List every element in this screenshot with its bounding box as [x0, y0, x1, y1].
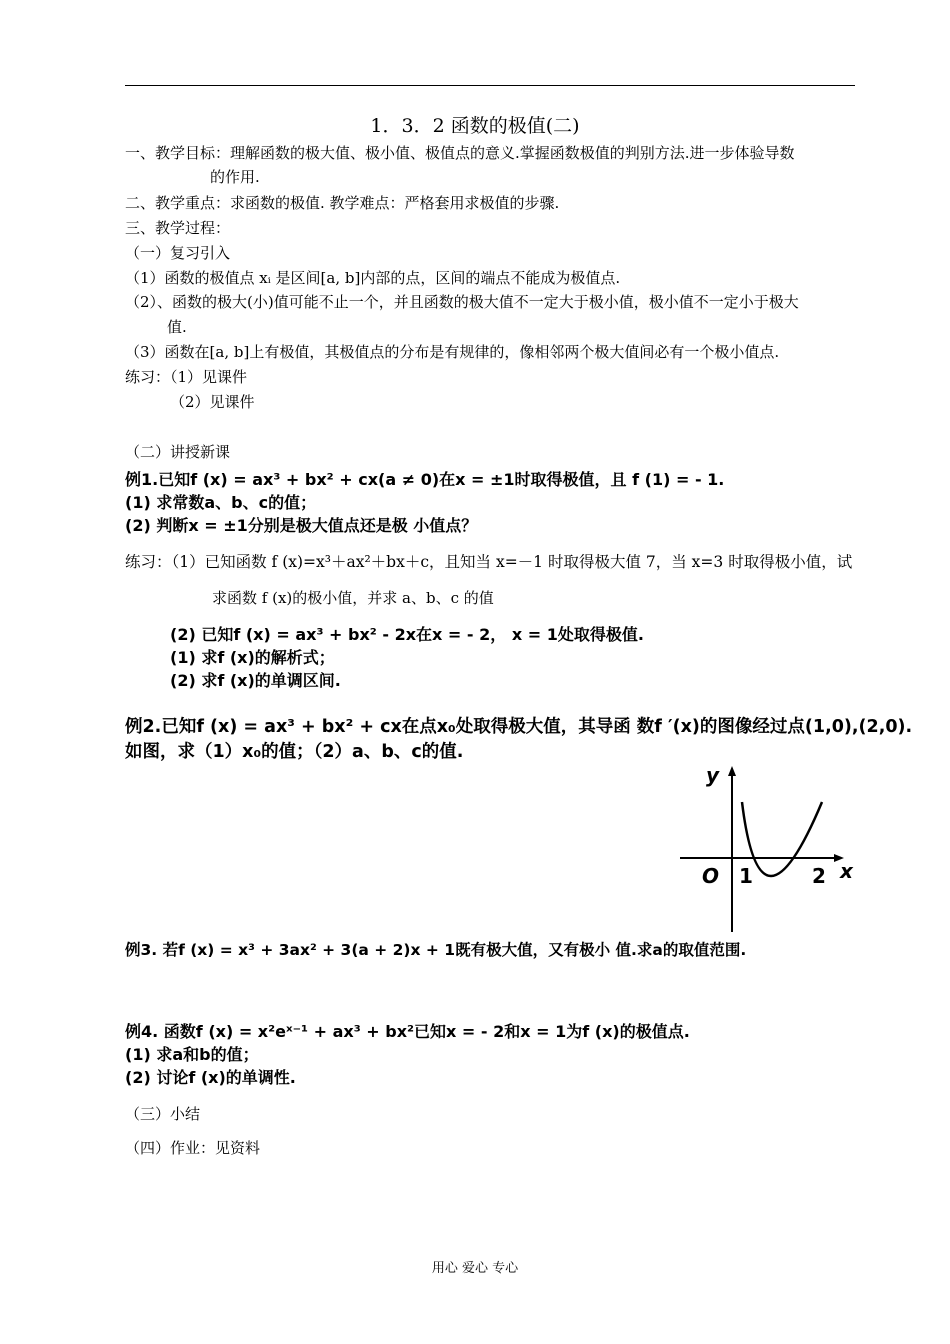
review-point-2-cont: 值. [167, 318, 187, 336]
review-point-3: （3）函数在[a, b]上有极值，其极值点的分布是有规律的，像相邻两个极大值间必有一个极小值点. [125, 343, 780, 361]
y-axis-label: y [706, 763, 720, 787]
tick-label-1: 1 [739, 864, 753, 888]
page-footer: 用心 爱心 专心 [431, 1261, 519, 1276]
tick-label-2: 2 [812, 864, 826, 888]
review-point-1: （1）函数的极值点 xᵢ 是区间[a, b]内部的点，区间的端点不能成为极值点. [125, 269, 621, 287]
practice-line-2: （2）见课件 [170, 393, 255, 411]
example-2-statement: 例2.已知f (x) = ax³ + bx² + cx在点x₀处取得极大值，其导函 数f ′(x)的图像经过点(1,0),(2,0). [125, 717, 913, 737]
section-review-heading: （一）复习引入 [125, 244, 231, 262]
review-point-2: （2）、函数的极大(小)值可能不止一个，并且函数的极大值不一定大于极小值，极小值不一定小于极大 [125, 293, 799, 311]
practice-2-statement: (2) 已知f (x) = ax³ + bx² - 2x在x = - 2， x = 1处取得极值. [170, 625, 644, 644]
header-rule [125, 85, 855, 86]
practice-2-question-1: (1) 求f (x)的解析式； [170, 648, 335, 667]
practice-1-question: 求函数 f (x)的极小值，并求 a、b、c 的值 [212, 589, 494, 607]
key-points-line: 二、教学重点：求函数的极值. 教学难点：严格套用求极值的步骤. [125, 194, 560, 212]
derivative-parabola [742, 802, 822, 876]
example-1-statement: 例1.已知f (x) = ax³ + bx² + cx(a ≠ 0)在x = ±1时取得极值，且 f (1) = - 1. [125, 470, 725, 489]
example-4-statement: 例4. 函数f (x) = x²eˣ⁻¹ + ax³ + bx²已知x = - 2和x = 1为f (x)的极值点. [125, 1022, 690, 1041]
example-4-question-1: (1) 求a和b的值； [125, 1045, 259, 1064]
objective-line: 一、教学目标：理解函数的极大值、极小值、极值点的意义.掌握函数极值的判别方法.进一步体验导数 [125, 144, 795, 162]
example-3-statement: 例3. 若f (x) = x³ + 3ax² + 3(a + 2)x + 1既有极大值，又有极小 值.求a的取值范围. [125, 941, 747, 959]
practice-2-question-2: (2) 求f (x)的单调区间. [170, 671, 341, 690]
page-title: 1．3．2 函数的极值(二) [370, 115, 580, 137]
x-axis-label: x [840, 859, 853, 883]
example-1-question-1: (1) 求常数a、b、c的值； [125, 493, 317, 512]
example-4-question-2: (2) 讨论f (x)的单调性. [125, 1068, 296, 1087]
objective-line-cont: 的作用. [210, 168, 260, 186]
practice-line-1: 练习：（1）见课件 [125, 368, 248, 386]
process-heading: 三、教学过程： [125, 219, 231, 237]
example-1-question-2: (2) 判断x = ±1分别是极大值点还是极 小值点？ [125, 516, 478, 535]
example-2-question: 如图，求（1）x₀的值；（2）a、b、c的值. [125, 742, 464, 762]
derivative-graph [670, 760, 860, 935]
practice-1-statement: 练习：（1）已知函数 f (x)=x³＋ax²＋bx＋c，且知当 x=－1 时取得极大值 7，当 x=3 时取得极小值，试 [125, 553, 853, 571]
origin-label: O [702, 864, 720, 888]
section-new-lesson-heading: （二）讲授新课 [125, 443, 231, 461]
y-axis-arrow-icon [728, 766, 736, 776]
section-homework-heading: （四）作业：见资料 [125, 1139, 261, 1157]
section-summary-heading: （三）小结 [125, 1105, 201, 1123]
